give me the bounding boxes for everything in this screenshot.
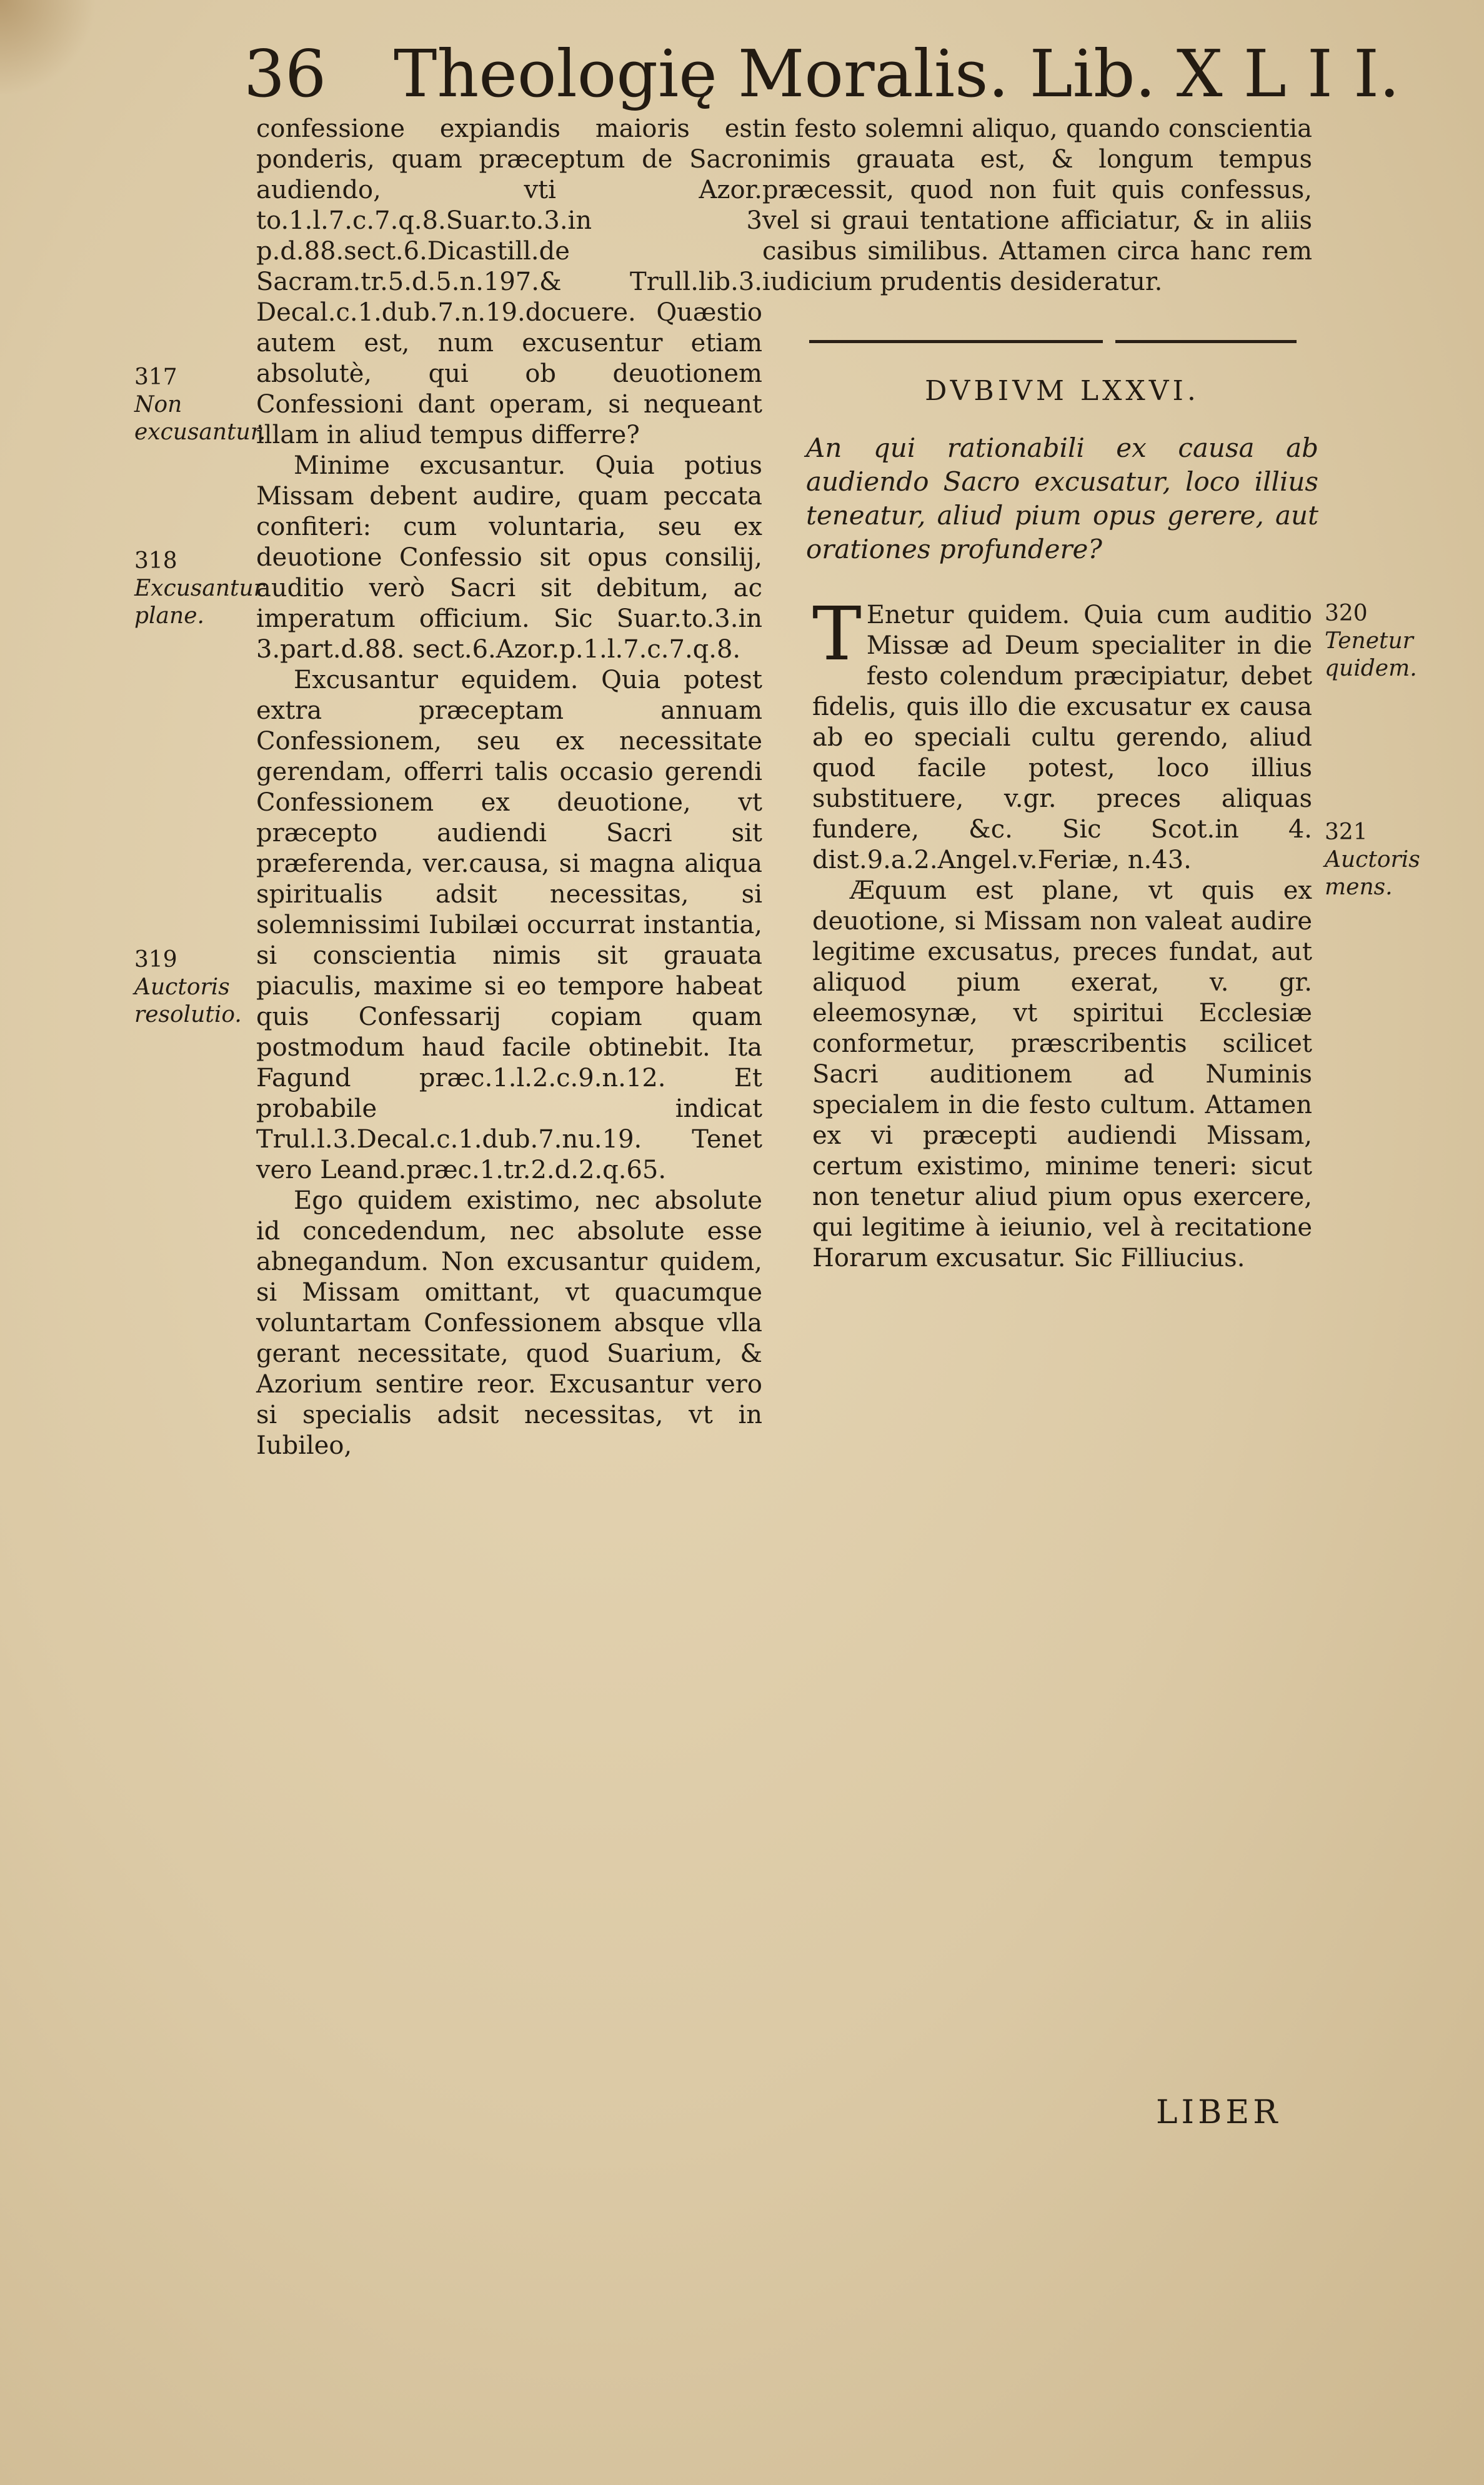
margin-note-320 <box>1325 600 1456 682</box>
page-edge-wear <box>0 0 100 94</box>
margin-note-318 <box>134 548 264 630</box>
margin-note-text: Non excusantur. <box>134 392 266 445</box>
right-paragraph-2: Æquum est plane, vt quis ex deuotione, si Missam non valeat audire legitime excusatus, preces fundat, aut aliquod pium exerat, v. gr. eleemosynæ, vt spiritui Ecclesiæ conformetur, præscribentis scilicet Sacri auditionem ad Numinis specialem in die festo cultum. Attamen ex vi præcepti audiendi Missam, certum existimo, minime teneri: sicut non tenetur aliud pium opus exercere, qui legitime à ieiunio, vel à recitatione Horarum excusatur. Sic Filliucius. <box>812 876 1312 1272</box>
margin-note-number: 320 <box>1325 601 1368 626</box>
right-paragraph-continuation: in festo solemni aliquo, quando conscientia nimis grauata est, & longum tempus præcessit, quod non fuit quis confessus, vel si graui tentatione afficiatur, & in aliis casibus similibus. Attamen circa hanc rem iudicium prudentis desideratur. <box>762 114 1312 296</box>
margin-note-text: Auctoris mens. <box>1325 847 1420 900</box>
right-paragraph-1-text: Enetur quidem. Quia cum auditio Missæ ad Deum specialiter in die festo colendum præcipiatur, debet fidelis, quis illo die excusatur ex causa ab eo speciali cultu gerendo, aliud quod facile potest, loco illius substituere, v.gr. preces aliquas fundere, &c. Sic Scot.in 4. dist.9.a.2.Angel.v.Feriæ, n.43. <box>812 601 1312 874</box>
margin-note-317 <box>134 364 266 446</box>
drop-cap: T <box>812 591 862 677</box>
margin-note-number: 321 <box>1325 819 1368 845</box>
margin-note-number: 317 <box>134 364 177 390</box>
page-header <box>244 30 1400 118</box>
left-paragraph-3: Excusantur equidem. Quia potest extra præceptam annuam Confessionem, seu ex necessitate gerendam, offerri talis occasio gerendi Confessionem ex deuotione, vt præcepto audiendi Sacri sit præferenda, ver.causa, si magna aliqua spiritualis adsit necessitas, si solemnissimi Iubilæi occurrat instantia, si conscientia nimis sit grauata piaculis, maxime si eo tempore habeat quis Confessarij copiam quam postmodum haud facile obtinebit. Ita Fagund præc.1.l.2.c.9.n.12. Et probabile indicat Trul.l.3.Decal.c.1.dub.7.nu.19. Tenet vero Leand.præc.1.tr.2.d.2.q.65. <box>256 666 762 1184</box>
left-paragraph-1: confessione expiandis maioris est ponderis, quam præceptum de Sacro audiendo, vti Azor. to.1.l.7.c.7.q.8.Suar.to.3.in 3 p.d.88.sect.6.Dicastill.de Sacram.tr.5.d.5.n.197.& Trull.lib.3. Decal.c.1.dub.7.n.19.docuere. Quæstio autem est, num excusentur etiam absolutè, qui ob deuotionem Confessioni dant operam, si nequeant illam in aliud tempus differre? <box>256 114 762 449</box>
running-title: Theologię Moralis. Lib. X L I I. <box>394 36 1400 112</box>
section-divider <box>809 335 1297 348</box>
margin-note-number: 318 <box>134 548 177 574</box>
margin-note-text: Tenetur quidem. <box>1325 628 1417 681</box>
dubium-heading: DVBIVM LXXVI. <box>925 375 1200 407</box>
dubium-question: An qui rationabili ex causa ab audiendo Sacro excusatur, loco illius teneatur, aliud pium opus gerere, aut orationes profundere? <box>806 432 1318 564</box>
catchword: LIBER <box>1156 2094 1282 2131</box>
right-column-top <box>762 114 1312 298</box>
margin-note-319 <box>134 946 253 1029</box>
margin-note-321 <box>1325 819 1456 901</box>
right-paragraph-1 <box>812 591 1312 876</box>
margin-note-text: Auctoris resolutio. <box>134 974 242 1028</box>
left-paragraph-2: Minime excusantur. Quia potius Missam debent audire, quam peccata confiteri: cum voluntaria, seu ex deuotione Confessio sit opus consilij, auditio verò Sacri sit debitum, ac imperatum officium. Sic Suar.to.3.in 3.part.d.88. sect.6.Azor.p.1.l.7.c.7.q.8. <box>256 451 762 664</box>
margin-note-number: 319 <box>134 947 177 972</box>
left-column <box>256 114 762 1461</box>
margin-note-text: Excusantur plane. <box>134 576 264 629</box>
left-paragraph-4: Ego quidem existimo, nec absolute id concedendum, nec absolute esse abnegandum. Non excusantur quidem, si Missam omittant, vt quacumque voluntartam Confessionem absque vlla gerant necessitate, quod Suarium, & Azorium sentire reor. Excusantur vero si specialis adsit necessitas, vt in Iubileo, <box>256 1186 762 1460</box>
page-number: 36 <box>244 36 327 112</box>
right-column-body <box>812 591 1312 1274</box>
